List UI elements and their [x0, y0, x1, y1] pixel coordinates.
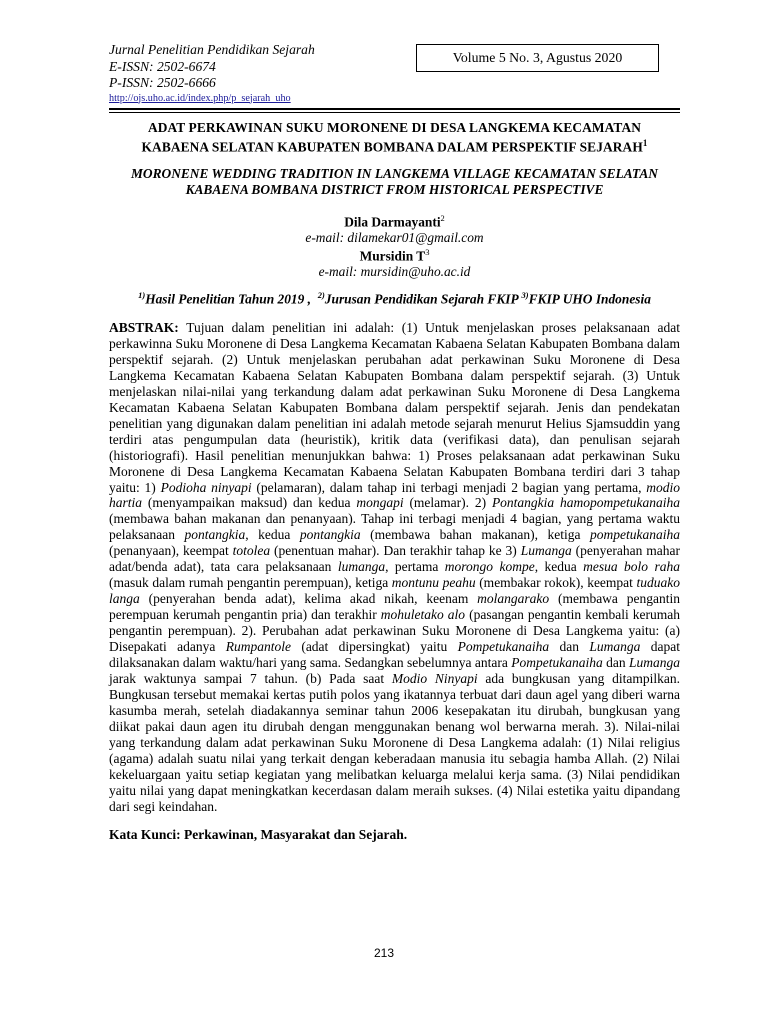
abstract-text: Tujuan dalam penelitian ini adalah: (1) Untuk menjelaskan proses pelaksanaan adat perkawinna Suku Moronene di Desa Langkema Kecamatan Kabaena Selatan Kabupaten Bombana dalam perspektif sejarah. (2) Untuk menjelaskan perubahan adat perkawinan Suku Moronene di Desa Langkema Kecamatan Kabaena Selatan Kabupaten Bombana dalam perspektif sejarah. (3) Untuk menjelaskan nilai-nilai yang terkandung dalam adat perkawinan Suku Moronene di Desa Langkema Kecamatan Kabaena Selatan Kabupaten Bombana dalam perspektif sejarah. Jenis dan pendekatan penelitian yang digunakan dalam penelitian ini adalah metode sejarah menurut Helius Sjamsuddin yang terdiri atas pengumpulan data (heuristik), kritik data (verifikasi data), dan penulisan sejarah (historiografi). Hasil penelitian menunjukkan bahwa: 1) Proses pelaksanaan adat perkawinan Suku Moronene di Desa Langkema Kecamatan Kabaena Selatan Kabupaten Bombana terdiri dari 3 tahap yaitu: 1) — [109, 320, 680, 495]
abstract-text: , kedua — [245, 527, 300, 543]
abstract-italic-term: Lumanga — [589, 639, 641, 655]
abstract-text: (membawa bahan makanan dan penanyaan). Tahap ini terbagi menjadi 4 bagian, yang pertama waktu pelaksanaan — [109, 511, 680, 543]
affil-mark-2: 2) — [317, 290, 325, 300]
title-en-line-2: KABAENA BOMBANA DISTRICT FROM HISTORICAL PERSPECTIVE — [185, 181, 604, 197]
journal-url-link[interactable]: http://ojs.uho.ac.id/index.php/p_sejarah_uho — [109, 92, 291, 104]
abstract-text: dan — [602, 655, 629, 671]
abstract-text: (menyampaikan maksud) dan kedua — [142, 495, 357, 511]
abstract-text: (penanyaan), keempat — [109, 543, 233, 559]
abstract-italic-term: pontangkia — [299, 527, 361, 543]
abstract-italic-term: Rumpantole — [225, 639, 291, 655]
abstract-italic-term: mongapi — [356, 495, 404, 511]
abstract-text: dan — [549, 639, 590, 655]
abstract-text: (pasangan pengantin kembali kerumah pengantin perempuan). 2). Perubahan adat perkawinan Suku Moronene di Desa Langkema yaitu: (a) Disepakati adanya — [109, 607, 680, 655]
affil-mark-3: 3) — [521, 290, 529, 300]
volume-box: Volume 5 No. 3, Agustus 2020 — [416, 44, 659, 72]
affil-text-3: FKIP UHO Indonesia — [528, 291, 651, 307]
abstract-text: (membakar rokok), keempat — [475, 575, 637, 591]
eissn: E-ISSN: 2502-6674 — [109, 58, 216, 74]
journal-name: Jurnal Penelitian Pendidikan Sejarah — [109, 42, 315, 57]
abstract-italic-term: tuduako langa — [109, 575, 681, 607]
pissn: P-ISSN: 2502-6666 — [109, 75, 216, 90]
abstract-italic-term: Pompetukanaiha — [511, 655, 603, 671]
affil-text-2: Jurusan Pendidikan Sejarah FKIP — [324, 291, 519, 307]
page-number: 213 — [373, 946, 395, 960]
abstract-italic-term: montunu peahu — [391, 575, 476, 591]
abstract-text: (melamar). 2) — [403, 495, 492, 511]
header-divider-thin — [109, 112, 680, 113]
abstract-italic-term: pontangkia — [184, 527, 246, 543]
abstract — [109, 320, 680, 815]
title-id-line-2-text: KABAENA SELATAN KABUPATEN BOMBANA DALAM PERSPEKTIF SEJARAH — [141, 138, 643, 154]
journal-info — [109, 42, 315, 105]
author-name — [109, 245, 680, 264]
author-email: e-mail: dilamekar01@gmail.com — [305, 229, 484, 245]
abstract-italic-term: morongo kompe — [444, 559, 535, 575]
title-id-line-1: ADAT PERKAWINAN SUKU MORONENE DI DESA LANGKEMA KECAMATAN — [147, 120, 642, 135]
abstract-text: (masuk dalam rumah pengantin perempuan), ketiga — [109, 575, 392, 591]
header-divider-thick — [109, 108, 680, 110]
abstract-italic-term: Lumanga — [520, 543, 572, 559]
abstract-text: (penyerahan benda adat), kelima akad nikah, keenam — [139, 591, 478, 607]
abstract-italic-term: Pompetukanaiha — [457, 639, 550, 655]
abstract-text: (membawa bahan makanan), ketiga — [360, 527, 590, 543]
title-id-line-2 — [109, 136, 680, 155]
paper-title-english — [109, 166, 680, 197]
author-name — [109, 211, 680, 230]
abstract-italic-term: mohuletako alo — [380, 607, 466, 623]
abstract-text: (penentuan mahar). Dan terakhir tahap ke 3) — [270, 543, 521, 559]
abstract-italic-term: modio hartia — [109, 479, 680, 511]
abstract-body — [109, 320, 680, 814]
author-footnote-mark: 3 — [425, 247, 430, 258]
author-footnote-mark: 2 — [440, 213, 445, 223]
abstract-text: (adat dipersingkat) yaitu — [290, 639, 458, 655]
author-block — [109, 211, 680, 280]
title-en-line-1: MORONENE WEDDING TRADITION IN LANGKEMA VILLAGE KECAMATAN SELATAN — [131, 166, 658, 181]
abstract-text: (pelamaran), dalam tahap ini terbagi menjadi 2 bagian yang pertama, — [251, 479, 647, 495]
abstract-italic-term: totolea — [232, 543, 271, 559]
abstract-italic-term: molangarako — [477, 591, 550, 607]
paper-title-indonesian — [109, 120, 680, 154]
title-footnote-mark: 1 — [642, 137, 648, 148]
affil-mark-1: 1) — [138, 290, 146, 300]
abstract-text: dapat dilaksanakan dalam waktu/hari yang sama. Sedangkan sebelumnya antara — [109, 639, 680, 671]
keywords: Kata Kunci: Perkawinan, Masyarakat dan Sejarah. — [109, 827, 408, 842]
abstract-italic-term: lumanga — [337, 559, 386, 575]
abstract-text: ada bungkusan yang ditampilkan. Bungkusan tersebut memakai kertas putih polos yang ikatannya terbuat dari daun agel yang diberi warna kasumba merah, setelah diadakannya seminar tahun 2006 kesepakatan itu dirubah, bungkusan yang diikat pakai daun agen itu dirubah dengan menggunakan benang wol berwarna merah. 3). Nilai-nilai yang terkandung dalam adat perkawinan Suku Moronene di Desa Langkema adalah: (1) Nilai religius (agama) adalah suatu nilai yang terkait dengan keberadaan manusia itu sebagia hamba Allah. (2) Nilai kekeluargaan yaitu setiap kegiatan yang melibatkan keluarga melalui kerja sama. (3) Nilai pendidikan yaitu nilai yang dapat meningkatkan kecerdasan dalam meraih sukses. (4) Nilai estetika yaitu dipandang dari segi keindahan. — [109, 670, 681, 814]
author-email: e-mail: mursidin@uho.ac.id — [318, 264, 471, 280]
abstract-text: , pertama — [385, 559, 445, 575]
abstract-italic-term: mesua bolo raha — [583, 559, 680, 575]
abstract-italic-term: Pontangkia hamopompetukanaiha — [491, 495, 680, 511]
author-name-text: Mursidin T — [359, 248, 426, 264]
abstract-italic-term: Podioha ninyapi — [160, 479, 252, 495]
abstract-text: jarak waktunya sampai 7 tahun. (b) Pada saat — [109, 670, 392, 686]
affil-text-1: Hasil Penelitian Tahun 2019 , — [145, 291, 311, 307]
affiliations — [109, 287, 680, 307]
abstract-text: (penyerahan mahar adat/benda adat), tata cara pelaksanaan — [109, 543, 680, 575]
abstract-italic-term: Modio Ninyapi — [391, 670, 478, 686]
abstract-italic-term: Lumanga — [628, 655, 680, 671]
abstract-text: , kedua — [534, 559, 584, 575]
abstract-label: ABSTRAK: — [109, 320, 179, 335]
abstract-italic-term: pompetukanaiha — [590, 527, 680, 543]
abstract-text: (membawa pengantin perempuan kerumah pengantin pria) dan terakhir — [109, 591, 680, 623]
author-name-text: Dila Darmayanti — [344, 214, 441, 230]
